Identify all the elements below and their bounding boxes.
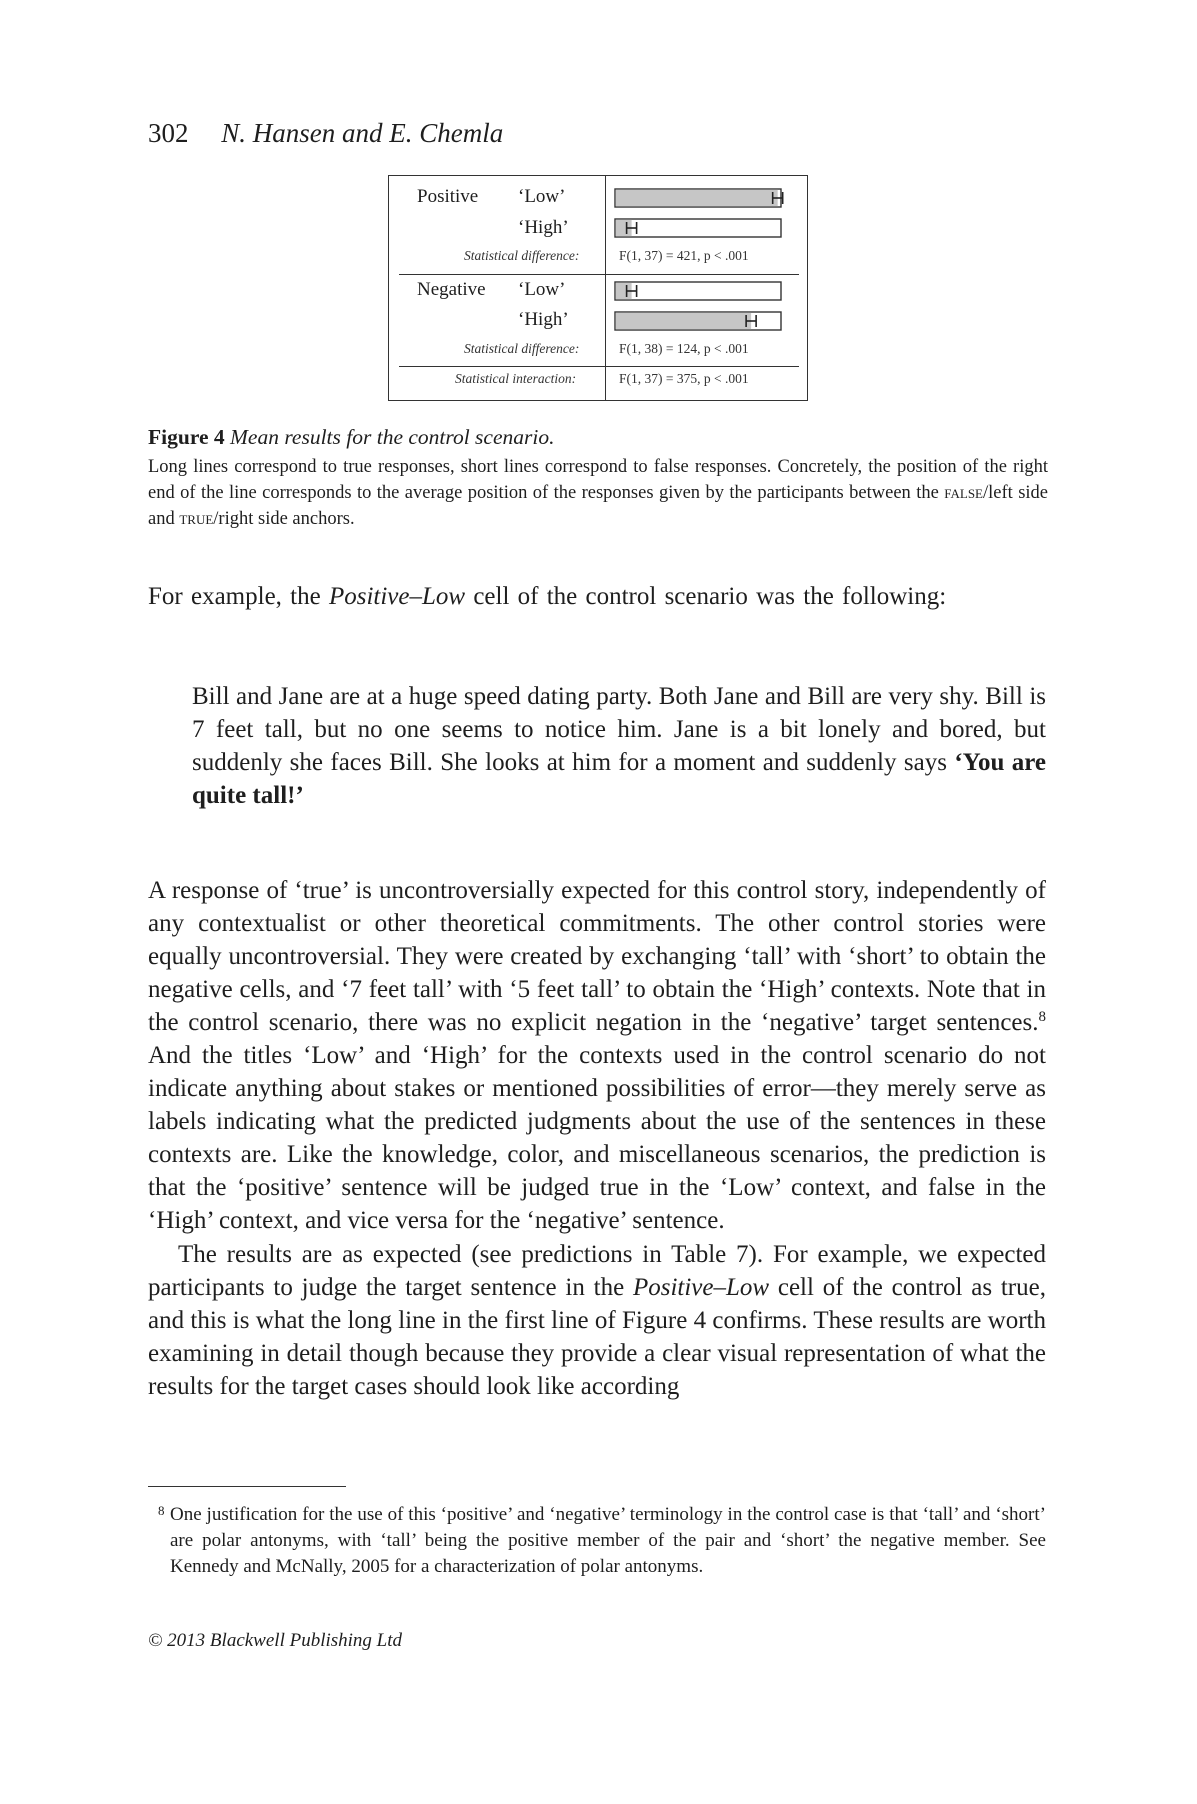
footnote-text: One justification for the use of this ‘positive’ and ‘negative’ terminology in the control case is that ‘tall’ and ‘short’ are polar antonyms, with ‘tall’ being the positive member of the pair and ‘short’ the negative member. See Kennedy and McNally, 2005 for a characterization of polar antonyms.	[170, 1504, 1046, 1577]
copyright-notice: © 2013 Blackwell Publishing Ltd	[148, 1630, 403, 1651]
negative-diff-label: Statistical difference:	[464, 341, 580, 356]
caption-body	[148, 454, 1048, 532]
bar-positive-low	[613, 187, 783, 209]
bar-track	[615, 282, 781, 300]
figure-caption	[148, 425, 1048, 532]
block-quote	[192, 680, 1046, 812]
paragraph-text: And the titles ‘Low’ and ‘High’ for the contexts used in the control scenario do not indicate anything about stakes or mentioned possibilities of error—they merely serve as labels indicating what the predicted judgments about the use of the sentences in these contexts are. Like the knowledge, color, and miscellaneous scenarios, the prediction is that the ‘positive’ sentence will be judged true in the ‘Low’ context, and false in the ‘High’ context, and vice versa for the ‘negative’ sentence.	[148, 1042, 1046, 1234]
caption-true-word: true	[179, 509, 214, 529]
row-context-negative-high: ‘High’	[518, 309, 569, 330]
bar-fill	[616, 190, 778, 207]
row-context-positive-low: ‘Low’	[518, 186, 566, 207]
caption-text: /left side and	[148, 483, 1049, 529]
caption-false-word: false	[944, 483, 983, 503]
negative-diff-value: F(1, 38) = 124, p < .001	[619, 341, 749, 356]
bar-track	[615, 219, 781, 237]
bar-negative-low	[613, 280, 783, 302]
footnote-number: 8	[158, 1503, 165, 1518]
page-number: 302	[148, 118, 189, 148]
caption-label: Figure 4	[148, 425, 225, 449]
cell-name: Positive–Low	[632, 1274, 770, 1301]
body-paragraph-1	[148, 580, 1046, 613]
row-divider	[399, 274, 799, 275]
quote-text: Bill and Jane are at a huge speed dating party. Both Jane and Bill are very shy. Bill is 7 feet tall, but no one seems to notice him. Jane is a bit lonely and bored, but suddenly she faces Bill. She looks at him for a moment and suddenly says	[192, 683, 1046, 776]
bar-negative-high	[613, 310, 783, 332]
paragraph-text: cell of the control scenario was the following:	[465, 583, 947, 610]
caption-text: /right side anchors.	[213, 509, 355, 529]
positive-diff-value: F(1, 37) = 421, p < .001	[619, 248, 749, 263]
paragraph-text: The results are as expected (see predictions in Table 7). For example, we expected participants to judge the target sentence in the	[148, 1241, 1046, 1301]
positive-diff-label: Statistical difference:	[464, 248, 580, 263]
figure-4-table	[388, 175, 808, 401]
caption-heading: Mean results for the control scenario.	[230, 425, 555, 449]
row-context-positive-high: ‘High’	[518, 217, 569, 238]
row-polarity-positive: Positive	[417, 186, 479, 207]
footnote-rule	[148, 1486, 346, 1487]
running-header	[148, 118, 503, 149]
bar-fill	[616, 313, 751, 330]
caption-text: Long lines correspond to true responses, short lines correspond to false responses. Concretely, the position of the right end of the line corresponds to the average position of the responses given by the participants between the	[148, 457, 1048, 503]
interaction-value: F(1, 37) = 375, p < .001	[619, 371, 749, 386]
paragraph-text: A response of ‘true’ is uncontroversially expected for this control story, independently of any contextualist or other theoretical commitments. The other control stories were equally uncontroversial. They were created by exchanging ‘tall’ with ‘short’ to obtain the negative cells, and ‘7 feet tall’ with ‘5 feet tall’ to obtain the ‘High’ contexts. Note that in the control scenario, there was no explicit negation in the ‘negative’ target sentences.	[148, 877, 1046, 1036]
row-context-negative-low: ‘Low’	[518, 279, 566, 300]
row-divider	[399, 366, 799, 367]
footnote-reference[interactable]: 8	[1038, 1009, 1046, 1025]
body-paragraph-3	[148, 1238, 1046, 1403]
footnote-8	[148, 1502, 1046, 1580]
paragraph-text: For example, the	[148, 583, 329, 610]
quote-target-sentence: ‘You are quite tall!’	[192, 749, 1046, 809]
body-paragraph-2	[148, 874, 1046, 1237]
caption-title	[148, 425, 1048, 450]
bar-positive-high	[613, 217, 783, 239]
running-authors: N. Hansen and E. Chemla	[221, 118, 504, 148]
row-polarity-negative: Negative	[417, 279, 486, 300]
paragraph-text: cell of the control as true, and this is what the long line in the first line of Figure 4 confirms. These results are worth examining in detail though because they provide a clear visual representation of what the results for the target cases should look like according	[148, 1274, 1046, 1400]
interaction-label: Statistical interaction:	[455, 371, 577, 386]
cell-name: Positive–Low	[328, 583, 466, 610]
